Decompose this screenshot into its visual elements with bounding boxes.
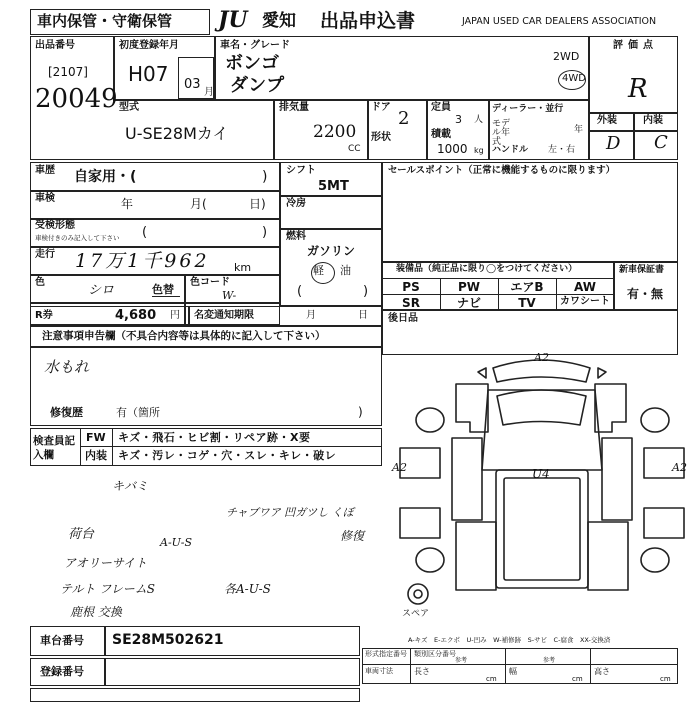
- sales-point-label: セールスポイント（正常に機能するものに限ります）: [388, 165, 616, 176]
- association-name: JAPAN USED CAR DEALERS ASSOCIATION: [462, 16, 657, 27]
- lot-label: 出品番号: [35, 40, 75, 51]
- repair-history-label: 修復歴: [50, 406, 83, 419]
- dims-title: 形式指定番号 類別区分番号: [365, 650, 456, 658]
- dims-size-label: 車両寸法: [365, 667, 393, 675]
- inspector-note: チャブワア 凹ガツし くぼ: [226, 506, 354, 519]
- inspection-year: 年: [121, 197, 134, 211]
- dims-cm: cm: [486, 675, 497, 683]
- new-warranty-value: 有・無: [627, 287, 664, 301]
- form-title: 出品申込書: [320, 10, 416, 32]
- color-value: シロ: [88, 283, 115, 298]
- displacement-unit: CC: [348, 144, 361, 154]
- displacement-label: 排気量: [279, 102, 309, 113]
- fw-label: FW: [86, 431, 106, 444]
- inspector-label: 検査員記入欄: [33, 435, 75, 462]
- diagram-mark: A2: [392, 461, 407, 474]
- dims-length: 長さ: [414, 667, 430, 676]
- interior-label: 内装: [643, 115, 663, 126]
- displacement-value: 2200: [313, 122, 357, 142]
- name-change-label: 名変通知期限: [194, 310, 254, 321]
- first-reg-month: 03: [184, 77, 201, 92]
- load-label: 積載: [431, 129, 451, 140]
- recycle-label: R券: [35, 310, 53, 321]
- inspector-note: 各A-U-S: [224, 582, 271, 596]
- registration-label: 登録番号: [40, 665, 84, 678]
- diagram-mark: U4: [532, 467, 550, 481]
- lot-code: [2107]: [48, 65, 88, 79]
- inspection-type-close: ): [262, 225, 268, 240]
- exterior-score: D: [606, 133, 621, 154]
- drive-4wd: 4WD: [562, 73, 586, 84]
- inspector-note: キバミ: [112, 479, 149, 493]
- color-code-value: W-: [222, 289, 237, 302]
- doors-label: ドア: [371, 102, 391, 113]
- history-label: 車歴: [35, 165, 55, 176]
- car-name-label: 車名・グレード: [220, 40, 290, 51]
- name-change-month: 月: [306, 310, 316, 321]
- spare-label: スペア: [402, 609, 430, 619]
- shape-label: 形状: [371, 132, 391, 143]
- name-change-day: 日: [358, 310, 368, 321]
- model-label: 型式: [119, 102, 139, 113]
- eval-label: 評価点: [613, 40, 658, 51]
- shift-label: シフト: [286, 165, 316, 176]
- ju-logo: JU: [218, 7, 248, 33]
- inspector-note: 鹿根 交換: [70, 605, 122, 619]
- diagram-mark: A2: [534, 351, 549, 364]
- model-value: U-SE28Mカイ: [125, 124, 229, 143]
- damage-legend: A-キズ E-エクボ U-凹み W-補修跡 S-サビ C-腐食 XX-交換済: [408, 636, 611, 644]
- equipment-sr: SR: [402, 296, 420, 310]
- inspection-type-open: (: [142, 225, 148, 240]
- repair-history-close: ): [358, 405, 363, 419]
- handle-label: ハンドル: [492, 145, 529, 155]
- equipment-tv: TV: [518, 296, 536, 310]
- inspection-label: 車検: [35, 193, 55, 204]
- fuel-label: 燃料: [286, 231, 306, 242]
- lot-number: 20049: [35, 84, 118, 114]
- history-close: ): [262, 169, 268, 185]
- dims-width: 幅: [509, 667, 517, 676]
- drive-2wd: 2WD: [553, 50, 580, 63]
- storage-label: 車内保管・守衛保管: [37, 12, 173, 30]
- first-reg-year: H07: [128, 62, 169, 86]
- equipment-pw: PW: [457, 280, 481, 294]
- history-value: 自家用・(: [74, 169, 137, 185]
- frame-number-label: 車台番号: [40, 634, 84, 647]
- inspection-month: 月(: [190, 197, 207, 211]
- load-unit: kg: [474, 146, 484, 155]
- interior-score: C: [654, 132, 668, 153]
- new-warranty-label: 新車保証書: [619, 265, 665, 275]
- doors-value: 2: [398, 108, 410, 129]
- fuel-other: 軽: [313, 264, 324, 277]
- fuel-close: ): [363, 284, 369, 299]
- notes-entry: 水もれ: [44, 358, 90, 376]
- inspector-note: テルト フレームS: [60, 582, 155, 596]
- mileage-unit: km: [234, 261, 252, 274]
- inspection-close: 日): [249, 197, 266, 211]
- notes-label: 注意事項申告欄（不具合内容等は具体的に記入して下さい）: [42, 330, 326, 342]
- equipment-airbag: エアB: [510, 280, 544, 294]
- mileage-label: 走行: [35, 249, 55, 260]
- equipment-leather: カワシート: [560, 296, 610, 307]
- dims-ref1: 参考: [455, 657, 468, 664]
- repair-later-label: 後日品: [388, 313, 418, 324]
- inspector-note: 荷台: [68, 527, 95, 542]
- equipment-aw: AW: [574, 280, 596, 294]
- recycle-unit: 円: [170, 310, 180, 321]
- repair-history-value: 有（箇所: [116, 406, 160, 419]
- first-reg-month-unit: 月: [204, 87, 214, 98]
- inspector-note: アオリーサイト: [64, 556, 148, 570]
- first-reg-label: 初度登録年月: [119, 40, 179, 51]
- shift-value: 5MT: [318, 179, 349, 194]
- dims-cm: cm: [572, 675, 583, 683]
- color-change-label: 色替: [152, 283, 174, 296]
- color-label: 色: [35, 277, 45, 288]
- exterior-label: 外装: [597, 115, 617, 126]
- frame-number-value: SE28M502621: [112, 632, 224, 648]
- interior-check-label: 内装: [85, 449, 107, 462]
- fuel-value: ガソリン: [307, 244, 356, 258]
- inspector-note: 修復: [340, 529, 365, 543]
- model-year-label: モデル年式: [492, 119, 511, 147]
- ac-label: 冷房: [286, 198, 306, 209]
- model-year-unit: 年: [574, 125, 584, 135]
- recycle-value: 4,680: [115, 308, 157, 323]
- fw-items: キズ・飛石・ヒビ割・リペア跡・X要: [118, 431, 311, 444]
- capacity-value: 3: [455, 113, 462, 126]
- equipment-label: 装備品（純正品に限り◯をつけてください）: [396, 264, 578, 274]
- inspection-type-label: 受検形態: [35, 220, 75, 231]
- diagram-mark: A2: [672, 461, 687, 474]
- fuel-open: (: [297, 284, 303, 299]
- inspector-note: A-U-S: [160, 536, 192, 549]
- inspection-type-note: 車検付きのみ記入して下さい: [35, 234, 120, 242]
- equipment-navi: ナビ: [456, 296, 481, 310]
- load-value: 1000: [437, 142, 468, 156]
- dims-height: 高さ: [594, 667, 610, 676]
- dealer-label: ディーラー・並行: [492, 104, 564, 114]
- handle-value: 左・右: [548, 145, 576, 155]
- car-grade: ダンプ: [230, 75, 285, 96]
- capacity-unit: 人: [474, 115, 484, 125]
- capacity-label: 定員: [431, 102, 451, 113]
- color-code-label: 色コード: [190, 277, 230, 288]
- dims-cm: cm: [660, 675, 671, 683]
- car-name: ボンゴ: [225, 53, 279, 74]
- interior-items: キズ・汚レ・コゲ・穴・スレ・キレ・破レ: [118, 449, 337, 462]
- org-name: 愛知: [262, 11, 296, 31]
- eval-score: R: [628, 74, 648, 104]
- fuel-diesel: 油: [340, 264, 351, 277]
- mileage-value: 17万1千962: [75, 250, 210, 272]
- dims-ref2: 参考: [543, 657, 556, 664]
- equipment-ps: PS: [402, 280, 420, 294]
